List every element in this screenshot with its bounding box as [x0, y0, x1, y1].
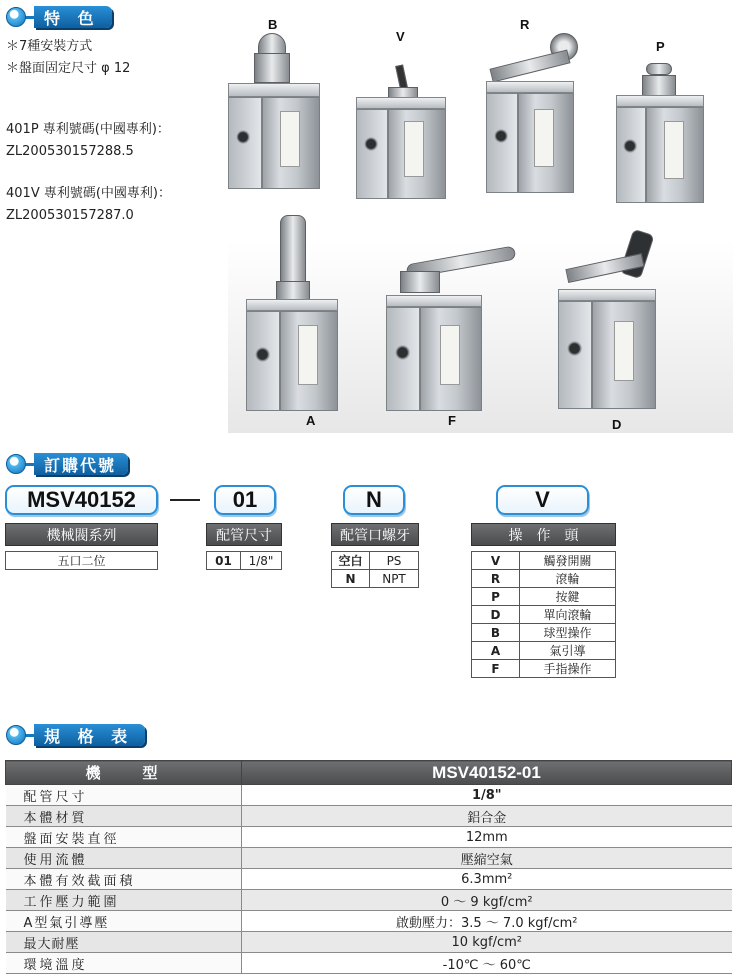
valve-label-b: B	[268, 17, 278, 32]
valve-label-a: A	[306, 413, 316, 428]
thread-value: PS	[370, 552, 419, 570]
spec-label: 盤面安裝直徑	[6, 827, 242, 848]
table-row	[472, 570, 616, 588]
spec-value: 壓縮空氣	[242, 848, 732, 869]
spec-label: 配管尺寸	[6, 785, 242, 806]
port-code: 01	[207, 552, 241, 570]
patent-number: ZL200530157288.5	[6, 144, 134, 159]
series-table	[5, 551, 158, 570]
valve-label-r: R	[520, 17, 530, 32]
actuator-code: B	[472, 624, 520, 642]
feature-list	[6, 36, 130, 80]
actuator-table	[471, 551, 616, 678]
product-photo	[228, 5, 733, 433]
feature-item: ＊7種安裝方式	[6, 39, 93, 54]
port-value: 1/8"	[241, 552, 282, 570]
spec-value: 鋁合金	[242, 806, 732, 827]
order-section-tag	[6, 452, 128, 476]
actuator-code: F	[472, 660, 520, 678]
table-row	[332, 552, 419, 570]
spec-section-tag	[6, 723, 145, 747]
actuator-value: 氣引導	[520, 642, 616, 660]
series-header: 機械閥系列	[5, 523, 158, 546]
spec-label: 環境溫度	[6, 953, 242, 974]
spec-value: 6.3mm²	[242, 869, 732, 890]
actuator-header: 操 作 頭	[471, 523, 616, 546]
thread-code: N	[332, 570, 370, 588]
actuator-code: R	[472, 570, 520, 588]
features-title: 特 色	[34, 6, 112, 28]
series-code-box: MSV40152	[5, 485, 158, 515]
actuator-value: 按鍵	[520, 588, 616, 606]
code-separator	[170, 499, 200, 501]
table-row	[332, 570, 419, 588]
spec-title: 規 格 表	[34, 724, 145, 746]
patent-block	[6, 183, 171, 227]
actuator-code-box: V	[496, 485, 589, 515]
spec-label: A型氣引導壓	[6, 911, 242, 932]
valve-label-v: V	[396, 29, 405, 44]
spec-value: 啟動壓力：3.5 ～ 7.0 kgf/cm²	[242, 911, 732, 932]
bullet-icon	[6, 454, 26, 474]
thread-header: 配管口螺牙	[331, 523, 419, 546]
spec-table	[5, 760, 732, 974]
table-row	[6, 848, 732, 869]
spec-label: 本體有效截面積	[6, 869, 242, 890]
actuator-value: 手指操作	[520, 660, 616, 678]
spec-value: 0 ～ 9 kgf/cm²	[242, 890, 732, 911]
table-row	[6, 806, 732, 827]
table-row	[472, 552, 616, 570]
spec-header-model: MSV40152-01	[242, 761, 732, 785]
table-row	[6, 953, 732, 974]
spec-value: -10℃ ～ 60℃	[242, 953, 732, 974]
table-row	[472, 588, 616, 606]
actuator-code: V	[472, 552, 520, 570]
actuator-code: D	[472, 606, 520, 624]
thread-code-box: N	[343, 485, 405, 515]
table-row	[472, 660, 616, 678]
feature-item: ＊盤面固定尺寸 φ 12	[6, 61, 131, 76]
order-title: 訂購代號	[34, 453, 128, 475]
patent-label: 401V 專利號碼(中國專利)：	[6, 186, 171, 201]
spec-header-row	[6, 761, 732, 785]
port-header: 配管尺寸	[206, 523, 282, 546]
bullet-icon	[6, 7, 26, 27]
table-row	[6, 827, 732, 848]
actuator-value: 球型操作	[520, 624, 616, 642]
spec-value: 10 kgf/cm²	[242, 932, 732, 953]
actuator-value: 滾輪	[520, 570, 616, 588]
valve-label-f: F	[448, 413, 456, 428]
valve-label-d: D	[612, 417, 622, 432]
spec-label: 最大耐壓	[6, 932, 242, 953]
series-value: 五口二位	[6, 552, 158, 570]
table-row	[472, 642, 616, 660]
spec-value: 12mm	[242, 827, 732, 848]
spec-header-label: 機 型	[6, 761, 242, 785]
patent-block	[6, 119, 170, 163]
thread-value: NPT	[370, 570, 419, 588]
table-row	[472, 606, 616, 624]
table-row	[6, 932, 732, 953]
table-row	[472, 624, 616, 642]
actuator-code: P	[472, 588, 520, 606]
spec-label: 本體材質	[6, 806, 242, 827]
spec-label: 使用流體	[6, 848, 242, 869]
patent-label: 401P 專利號碼(中國專利)：	[6, 122, 170, 137]
actuator-value: 單向滾輪	[520, 606, 616, 624]
table-row	[6, 911, 732, 932]
bullet-icon	[6, 725, 26, 745]
actuator-value: 觸發開關	[520, 552, 616, 570]
port-code-box: 01	[214, 485, 276, 515]
table-row	[6, 785, 732, 806]
thread-code: 空白	[332, 552, 370, 570]
features-section-tag	[6, 5, 112, 29]
spec-value: 1/8"	[242, 785, 732, 806]
actuator-code: A	[472, 642, 520, 660]
patent-number: ZL200530157287.0	[6, 208, 134, 223]
thread-table	[331, 551, 419, 588]
table-row	[207, 552, 282, 570]
spec-label: 工作壓力範圍	[6, 890, 242, 911]
table-row	[6, 869, 732, 890]
table-row	[6, 890, 732, 911]
port-table	[206, 551, 282, 570]
valve-label-p: P	[656, 39, 665, 54]
